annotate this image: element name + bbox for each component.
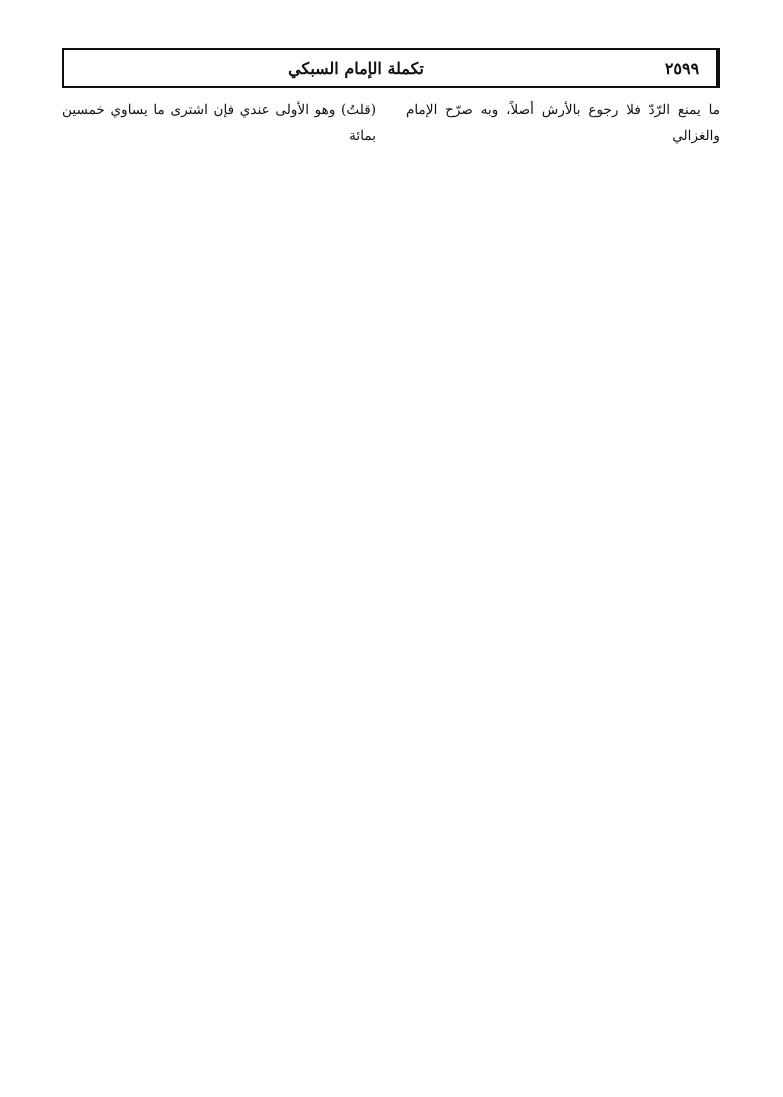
text-columns	[62, 98, 720, 1069]
left-column	[62, 98, 376, 1069]
right-column-first-line: ما يمنع الرّدّ فلا رجوع بالأرش أصلاً، وبه صرّح الإمام والغزالي	[406, 102, 720, 144]
running-header	[62, 48, 720, 88]
page-number: ٢٥٩٩	[648, 50, 718, 86]
book-title: تكملة الإمام السبكي	[288, 58, 424, 78]
left-column-first-line: (قلتُ) وهو الأولى عندي فإن اشترى ما يساوي خمسين بمائة	[62, 102, 376, 144]
right-column	[406, 98, 720, 1069]
